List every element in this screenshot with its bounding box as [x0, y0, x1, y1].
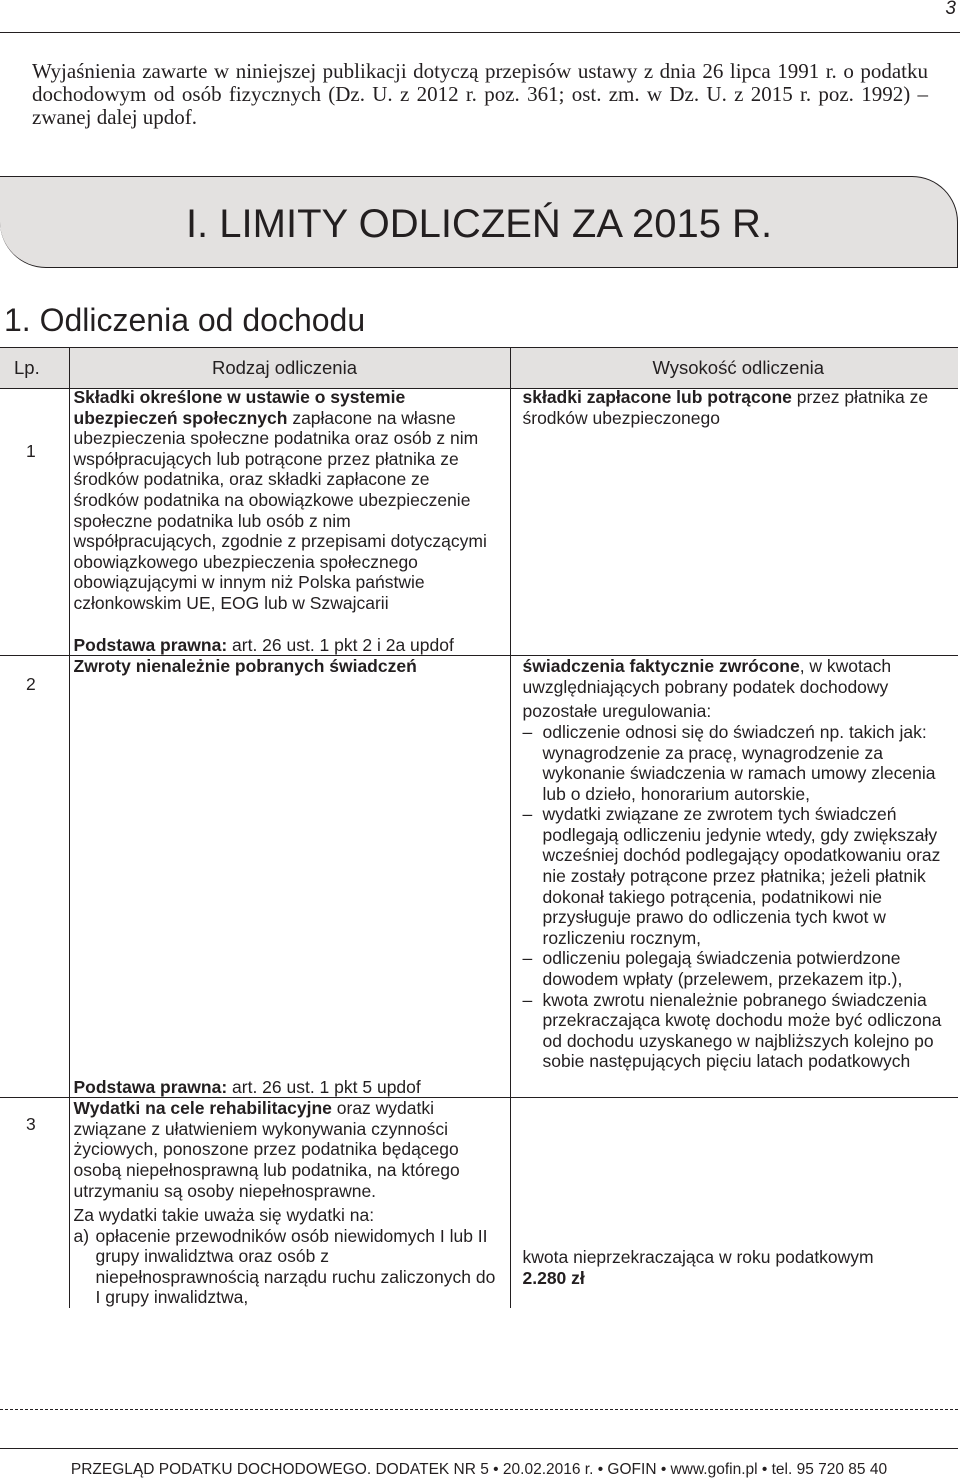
type-text: oraz wydatki związane z ułatwieniem wykonywania czynności życiowych, ponoszone przez podatnika będącego osobą niepełnosprawną lub podatnika, na którego utrzymaniu są osoby niepełnosprawne.: [73, 1098, 460, 1201]
row-type: [69, 1098, 510, 1308]
basis-text: art. 26 ust. 1 pkt 2 i 2a updof: [227, 634, 454, 655]
amount-text: kwota nieprzekraczająca w roku podatkowym: [522, 1247, 874, 1268]
list-item: [74, 1226, 496, 1308]
continuation-dashed-line: [0, 1409, 958, 1410]
table-row: [0, 656, 958, 1098]
amount-value: 2.280 zł: [522, 1267, 585, 1288]
table-row: [0, 1098, 958, 1308]
footer-rule: [0, 1448, 958, 1449]
section-title: 1. Odliczenia od dochodu: [4, 302, 366, 338]
page-number: 3: [945, 0, 956, 19]
list-item: – wydatki związane ze zwrotem tych świadczeń podlegają odliczeniu jedynie wtedy, gdy zwiększały wcześniej dochód podlegający opodatkowaniu oraz nie zostały potrącone przez płatnika; jeżeli płatnik dokonał takiego potrącenia, podatnikowi nie przysługuje prawo do odliczenia tych kwot w rozliczeniu rocznym,: [523, 804, 955, 948]
type-bold: Składki określone w ustawie o systemie ubezpieczeń społecznych: [73, 387, 406, 428]
row-lp: 1: [0, 389, 69, 656]
footer: PRZEGLĄD PODATKU DOCHODOWEGO. DODATEK NR 5 • 20.02.2016 r. • GOFIN • www.gofin.pl • tel. 95 720 85 40: [70, 1461, 888, 1478]
item-marker: a): [73, 1225, 90, 1246]
list-item: – odliczeniu polegają świadczenia potwierdzone dowodem wpłaty (przelewem, przekazem itp.),: [523, 948, 955, 989]
row-amount: [510, 1098, 958, 1308]
amount-intro: pozostałe uregulowania:: [522, 701, 712, 722]
row-lp: 2: [0, 656, 69, 1098]
list-item: – kwota zwrotu nienależnie pobranego świadczenia przekraczająca kwotę dochodu może być odliczona od dochodu uzyskanego w najbliższych kolejno po sobie następujących pięciu latach podatkowych: [523, 990, 955, 1072]
type-bold: Wydatki na cele rehabilitacyjne: [73, 1098, 332, 1119]
row-lp: 3: [26, 1114, 36, 1135]
row-type: [69, 389, 510, 656]
header-lp: Lp.: [0, 348, 69, 389]
row-amount: [510, 656, 958, 1098]
type-text: zapłacone na własne ubezpieczenia społeczne podatnika oraz osób z nim współpracujących lub potrącone przez płatnika ze środków podatnika, oraz składki zapłacone ze środków podatnika na obowiązkowe ubezpieczenie społeczne podatnika lub osób z nim współpracujących, zgodnie z przepisami dotyczącymi obowiązkowego ubezpieczenia społecznego obowiązującymi w innym niż Polska państwie członkowskim UE, EOG lub w Szwajcarii: [73, 407, 487, 613]
amount-text: , w kwotach uwzględniających pobrany podatek dochodowy: [522, 656, 892, 697]
item-text: opłacenie przewodników osób niewidomych I lub II grupy inwalidztwa oraz osób z niepełnosprawnością narządu ruchu zaliczonych do I grupy inwalidztwa,: [95, 1225, 496, 1308]
chapter-title: I. LIMITY ODLICZEŃ ZA 2015 R.: [185, 202, 773, 246]
header-amount: Wysokość odliczenia: [510, 348, 958, 389]
type-bold: Zwroty nienależnie pobranych świadczeń: [73, 656, 417, 677]
intro-paragraph: Wyjaśnienia zawarte w niniejszej publikacji dotyczą przepisów ustawy z dnia 26 lipca 1991 r. o podatku dochodowym od osób fizycznych (Dz. U. z 2012 r. poz. 361; ost. zm. w Dz. U. z 2015 r. poz. 1992) – zwanej dalej updof.: [32, 59, 928, 129]
deductions-table: [0, 347, 958, 1308]
table-row: [0, 389, 958, 656]
type-sub: Za wydatki takie uważa się wydatki na:: [73, 1205, 375, 1226]
row-amount: [510, 389, 958, 656]
table-header-row: [0, 348, 958, 389]
amount-bold: składki zapłacone lub potrącone: [522, 387, 792, 407]
basis-text: art. 26 ust. 1 pkt 5 updof: [227, 1076, 421, 1097]
amount-bold: świadczenia faktycznie zwrócone: [522, 656, 800, 677]
amount-list: [523, 722, 955, 1072]
basis-label: Podstawa prawna:: [73, 634, 228, 655]
list-item: – odliczenie odnosi się do świadczeń np. takich jak: wynagrodzenie za pracę, wynagrodzenie za wykonanie świadczenia w ramach umowy zlecenia lub o dzieło, honorarium autorskie,: [523, 722, 955, 804]
basis-label: Podstawa prawna:: [73, 1076, 228, 1097]
row-type: [69, 656, 510, 1098]
top-rule: [0, 32, 960, 33]
amount-text: przez płatnika ze środków ubezpieczonego: [522, 387, 929, 428]
header-type: Rodzaj odliczenia: [69, 348, 510, 389]
